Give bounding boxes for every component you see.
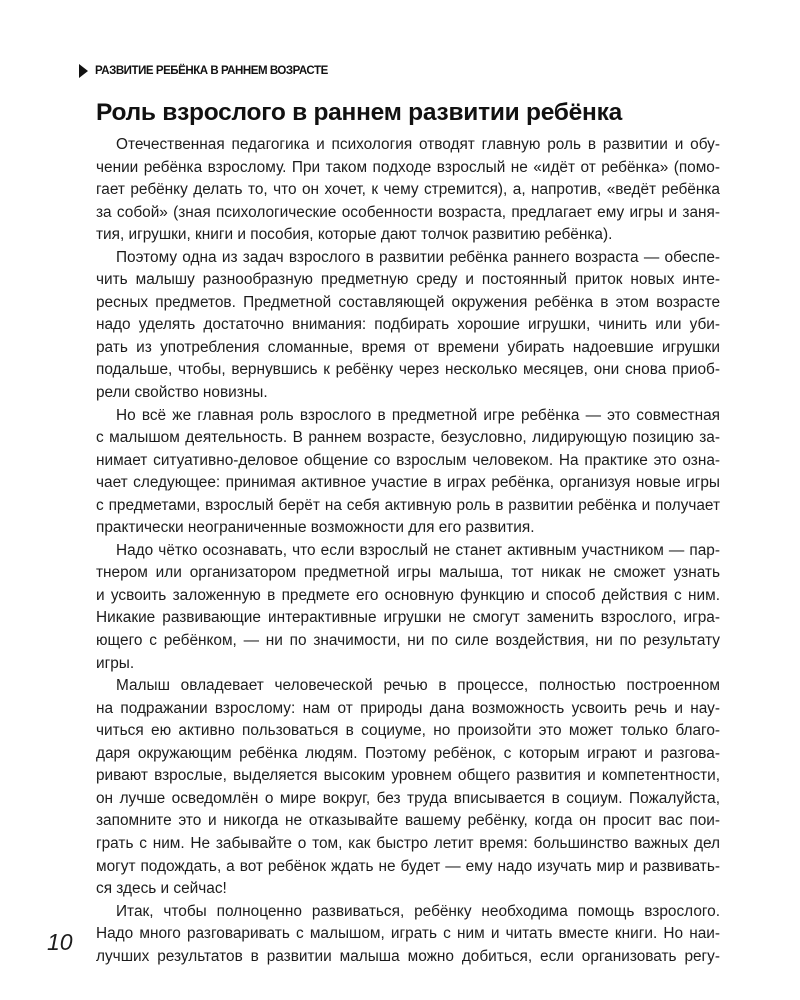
running-header — [79, 63, 328, 79]
text-line: рели свойство новизны. — [96, 384, 268, 402]
text-line: чении ребёнка взрослому. При таком подходе взрослый не «идёт от ребёнка» (помо- — [96, 158, 720, 176]
text-line: и усвоить заложенную в предмете его основную функцию и способ действия с ним. — [96, 586, 720, 604]
text-line: ся здесь и сейчас! — [96, 880, 227, 898]
text-line: Но всё же главная роль взрослого в предметной игре ребёнка — это совместная — [116, 406, 720, 424]
text-line: он лучше осведомлён о мире вокруг, без труда вписывается в социум. Пожалуйста, — [96, 789, 720, 807]
text-line: читься ею активно пользоваться в социуме, но произойти это может только благо- — [96, 722, 720, 740]
text-line: рать из употребления сломанные, время от времени убирать надоевшие игрушки — [96, 338, 720, 356]
text-line: лучших результатов в развитии малыша можно добиться, если организовать регу- — [96, 947, 720, 965]
text-line: надо уделять достаточно внимания: подбирать хорошие игрушки, чинить или уби- — [96, 316, 720, 334]
text-line: с малышом деятельность. В раннем возрасте, безусловно, лидирующую позицию за- — [96, 429, 720, 447]
text-line: Отечественная педагогика и психология отводят главную роль в развитии и обу- — [116, 136, 720, 153]
page-number: 10 — [47, 929, 73, 955]
text-line: ресных предметов. Предметной составляющей окружения ребёнка в этом возрасте — [96, 293, 720, 311]
text-line: подальше, чтобы, вернувшись к ребёнку через несколько месяцев, они снова приоб- — [96, 361, 720, 379]
text-line: Надо много разговаривать с малышом, играть с ним и читать вместе книги. Но наи- — [96, 925, 720, 943]
text-line: запомните это и никогда не отказывайте вашему ребёнку, когда он просит вас пои- — [96, 812, 720, 830]
section-header-text: РАЗВИТИЕ РЕБЁНКА В РАННЕМ ВОЗРАСТЕ — [95, 65, 328, 77]
text-line: грать с ним. Не забывайте о том, как быстро летит время: большинство важных дел — [96, 834, 720, 852]
text-line: чает следующее: принимая активное участие в играх ребёнка, организуя новые игры — [96, 474, 720, 492]
text-line: ющего с ребёнком, — ни по значимости, ни по силе воздействия, ни по результату — [96, 632, 720, 650]
text-line: Надо чётко осознавать, что если взрослый не станет активным участником — пар- — [116, 541, 720, 559]
text-line: тия, игрушки, книги и пособия, которые дают толчок развитию ребёнка). — [96, 226, 613, 244]
text-line: практически неограниченные возможности для его развития. — [96, 519, 535, 537]
text-line: игры. — [96, 654, 135, 672]
text-line: Никакие развивающие интерактивные игрушки не смогут заменить взрослого, игра- — [96, 609, 720, 627]
text-line: чить малышу разнообразную предметную среду и постоянный приток новых инте- — [96, 271, 720, 289]
text-line: Итак, чтобы полноценно развиваться, ребёнку необходима помощь взрослого. — [116, 902, 720, 920]
page-title: Роль взрослого в раннем развитии ребёнка — [96, 99, 622, 126]
text-line: с предметами, взрослый берёт на себя активную роль в развитии ребёнка и получает — [96, 496, 720, 514]
body-text — [96, 134, 720, 968]
text-line: Малыш овладевает человеческой речью в процессе, полностью построенном — [116, 677, 720, 695]
text-line: могут подождать, а вот ребёнок ждать не будет — ему надо изучать мир и развивать- — [96, 857, 720, 875]
text-line: даря окружающим ребёнка людям. Поэтому ребёнок, с которым играют и разгова- — [96, 744, 720, 762]
text-line: ривают взрослые, выделяется высоким уровнем общего развития и компетентности, — [96, 767, 720, 785]
text-line: на подражании взрослому: нам от природы дана возможность усвоить речь и нау- — [96, 699, 720, 717]
text-line: тнером или организатором предметной игры малыша, тот никак не сможет узнать — [96, 564, 720, 582]
text-line: Поэтому одна из задач взрослого в развитии ребёнка раннего возраста — обеспе- — [116, 248, 720, 266]
section-marker-icon — [79, 64, 88, 78]
text-line: гает ребёнку делать то, что он хочет, к чему стремится), а, напротив, «ведёт ребёнка — [96, 181, 720, 199]
text-line: нимает ситуативно-деловое общение со взрослым человеком. На практике это озна- — [96, 451, 720, 469]
text-line: за собой» (зная психологические особенности возраста, предлагает ему игры и заня- — [96, 203, 720, 221]
